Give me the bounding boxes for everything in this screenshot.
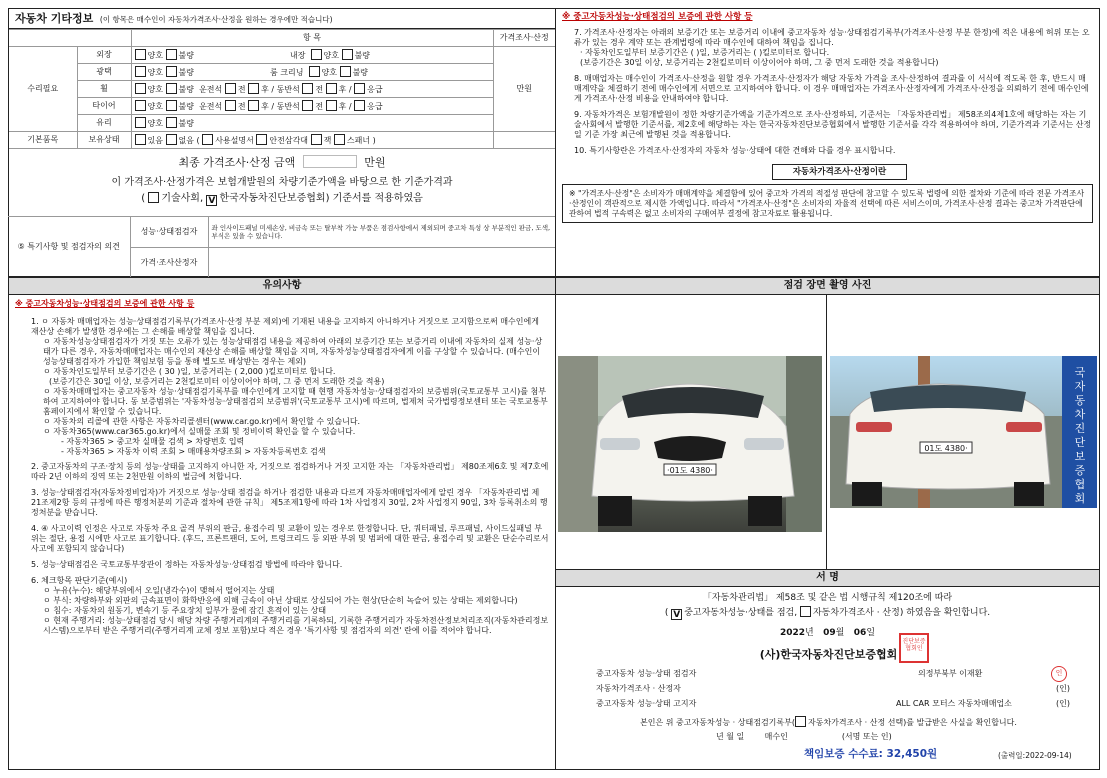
checkbox-checked[interactable]: V: [206, 195, 217, 206]
checkbox-checked[interactable]: V: [671, 609, 682, 620]
car-rear-image: [830, 356, 1097, 508]
row-basic-items: 있음 없음 ( 사용설명서 안전삼각대 잭 스패너 ): [131, 132, 493, 149]
checkbox[interactable]: [135, 134, 146, 145]
association-stamp: 진단보증협회인: [899, 633, 929, 663]
opt: 양호: [147, 51, 163, 60]
pos-label: 동반석: [276, 85, 300, 94]
note-6d: ㅇ 현재 주행거리: 성능·상태점검 당시 해당 차량 주행거리계의 주행거리를 기록하되, 기록한 주행거리가 자동차전산정보처리조직(자동차관리정보시스템)으로부터 받은 주행거리(주행거리계 교체 정보 포함)보다 적은 경우 '특기사항 및 점검자의 의견' 란에 이를 적어야 합니다.: [43, 616, 549, 635]
checkbox[interactable]: [225, 83, 236, 94]
notes-heading: ※ 중고자동차성능·상태점검의 보증에 관한 사항 등: [15, 299, 195, 308]
opt: 응급: [367, 102, 383, 111]
note-6a: ㅇ 누유(누수): 해당부위에서 오일(냉각수)이 맺혀서 떨어지는 상태: [43, 586, 275, 595]
final-price-label: 최종 가격조사·산정 금액: [178, 156, 296, 169]
signer-mark: (인): [1056, 699, 1070, 708]
opt: 사용설명서: [215, 136, 254, 145]
guarantee-fee: 책임보증 수수료: 32,450원: [804, 748, 938, 760]
basis-opt2: 한국자동차진단보증협회: [219, 193, 326, 205]
row-wheel: 양호 불량 운전석 전 후 / 동반석 전 후 / 응급: [131, 81, 493, 98]
col-item-header: 항 목: [131, 30, 493, 47]
row-gloss: [131, 64, 493, 81]
row-label: 외장: [77, 47, 131, 64]
inspection-photo-front: [558, 356, 822, 532]
guarantee-section: [555, 8, 1100, 277]
checkbox[interactable]: [800, 606, 811, 617]
opt: 불량: [178, 85, 194, 94]
special-label: ⑤ 특기사항 및 점검자의 의견: [8, 217, 130, 278]
guarantee-item-7: 7. 가격조사·산정자는 아래의 보증기간 또는 보증거리 이내에 중고자동차 성능·상태점검기록부(가격조사·산정 부분 한정)에 적은 내용에 허위 또는 오류가 있는 경우 계약 또는 관계법령에 따라 매수인에 대하여 책임을 집니다.: [574, 27, 1090, 47]
opt: 전: [237, 102, 246, 111]
pos-label: 운전석: [199, 85, 223, 94]
print-date: (출력일:2022-09-14): [998, 751, 1072, 760]
note-3: 3. 성능·상태점검자(자동차정비업자)가 거짓으로 성능·상태 점검을 하거나 점검한 내용과 다르게 자동차매매업자에게 알린 경우 「자동차관리법 제21조제2항 등의 규정에 따른 행정처분의 기준과 절차에 관한 규칙」 제5조제1항에 따라 1차 사업정지 30일, 2차 사업정지 90일, 3차 등록취소의 행정처분을 받습니다.: [31, 488, 548, 517]
note-5: 5. 성능·상태점검은 국토교통부장관이 정하는 자동차성능·상태점검 방법에 따라야 합니다.: [31, 560, 343, 569]
signer-value: 의정부북부 이재환: [918, 669, 983, 678]
checkbox[interactable]: [135, 117, 146, 128]
guarantee-period: · 자동차인도일부터 보증기간은 ( )일, 보증거리는 ( )킬로미터로 합니다.: [580, 47, 830, 57]
opt: 불량: [178, 68, 194, 77]
appraiser-label: 가격·조사산정자: [130, 248, 208, 278]
month-unit: 월: [835, 628, 845, 639]
checkbox[interactable]: [302, 100, 313, 111]
final-price-field[interactable]: [303, 155, 357, 168]
opt: 후: [261, 85, 269, 94]
checkbox[interactable]: [326, 83, 337, 94]
row-tire: 양호 불량 운전석 전 후 / 동반석 전 후 / 응급: [131, 98, 493, 115]
row-label2: 룸 크리닝: [269, 68, 304, 77]
checkbox[interactable]: [166, 66, 177, 77]
note-1c: ㅇ 자동차인도일부터 보증기간은 ( 30 )일, 보증거리는 ( 2,000 )킬로미터로 합니다.: [43, 367, 336, 376]
signer-row-appraiser: [596, 684, 1070, 699]
other-info-title: 자동차 기타정보: [15, 12, 94, 25]
checkbox[interactable]: [340, 66, 351, 77]
signer-label: 자동차가격조사 · 산정자: [596, 684, 681, 693]
checkbox[interactable]: [166, 100, 177, 111]
basis-line2: ( 기술사회, V 한국자동차진단보증협회) 기준서를 적용하였음: [141, 193, 423, 207]
checkbox[interactable]: [309, 66, 320, 77]
signature-section: [555, 569, 1100, 770]
opt: 불량: [352, 68, 369, 77]
receipt-opt: 자동차가격조사 · 산정 선택)를 발급받은 사실을 확인합니다.: [808, 718, 1017, 727]
checkbox[interactable]: [166, 117, 177, 128]
checkbox[interactable]: [334, 134, 345, 145]
note-1d: (보증기간은 30일 이상, 보증거리는 2천킬로미터 이상이어야 하며, 그 중 먼저 도래한 것을 적용): [49, 377, 385, 386]
note-4: 4. ④ 사고이력 인정은 사고로 자동차 주요 골격 부위의 판금, 용접수리 및 교환이 있는 경우로 한정합니다. 단, 쿼터패널, 루프패널, 사이드실패널 부위는 절단, 용접 시에만 사고로 표기합니다. (후드, 프론트팬더, 도어, 트렁크리드 등 외판 부위 및 범퍼에 대한 판금, 용접수리 및 교환은 단순수리로서 사고에 포함되지 않습니다): [31, 524, 549, 553]
month: 09: [823, 628, 836, 639]
opt: 후: [338, 85, 347, 94]
opt: 전: [315, 85, 324, 94]
plate-text-rear: 01도 4380·: [924, 444, 968, 453]
row-label: 휠: [77, 81, 131, 98]
row-label: 유리: [77, 115, 131, 132]
opt: 없음: [178, 136, 194, 145]
checkbox[interactable]: [354, 83, 365, 94]
col-price-header: 가격조사·산정: [493, 30, 555, 47]
checkbox[interactable]: [354, 100, 365, 111]
appraisal-box-title: 자동차가격조사·산정이란: [772, 164, 907, 181]
basic-label: 보유상태: [77, 132, 131, 149]
note-2: 2. 중고자동차의 구조·장치 등의 성능·상태를 고지하지 아니한 자, 거짓으로 점검하거나 거짓 고지한 자는 「자동차관리법」 제80조제6호 및 제7호에 따라 2년 이하의 징역 또는 2천만원 이하의 벌금에 처합니다.: [31, 462, 549, 481]
basis-line1: 이 가격조사·산정가격은 보험개발원의 차량기준가액을 바탕으로 한 기준가격과: [111, 176, 453, 188]
opt: 불량: [178, 102, 194, 111]
signer-label: 중고자동차 성능·상태 고지자: [596, 699, 697, 708]
photo-divider: [826, 295, 827, 570]
receipt-line: [556, 716, 1101, 728]
checkbox[interactable]: [248, 100, 259, 111]
car-front-image: [558, 356, 822, 532]
guarantee-heading: ※ 중고자동차성능·상태점검의 보증에 관한 사항 등: [562, 12, 753, 22]
checkbox[interactable]: [311, 49, 322, 60]
basis-opt1: 기술사회: [161, 193, 200, 205]
plate-text-front: ·01도 4380·: [667, 466, 713, 475]
buyer-date: 년 월 일: [716, 732, 745, 741]
checkbox[interactable]: [256, 134, 267, 145]
opt: 양호: [321, 68, 338, 77]
sign-date: [556, 620, 1099, 639]
checkbox[interactable]: [135, 83, 146, 94]
checkbox[interactable]: [202, 134, 213, 145]
opt: 스패너: [346, 136, 371, 145]
opt: 응급: [367, 85, 383, 94]
checkbox[interactable]: [166, 49, 177, 60]
law-line2: ( V 중고자동차성능·상태를 점검, 자동차가격조사 · 산정) 하였음을 확인합니다.: [664, 608, 991, 621]
note-1f: ㅇ 자동차의 리콜에 관한 사항은 자동차리콜센터(www.car.go.kr)에서 확인할 수 있습니다.: [43, 417, 361, 426]
repair-group-label: 수리필요: [9, 47, 77, 132]
sign-text: 국 자 동 차 진 단 보 증 협 회: [1074, 366, 1086, 505]
checkbox[interactable]: [342, 49, 353, 60]
final-price-row: [9, 149, 555, 170]
checkbox[interactable]: [225, 100, 236, 111]
note-6b: ㅇ 부식: 차량하부와 외판의 금속표면이 화학반응에 의해 금속이 아닌 상태로 상실되어 가는 현상(단순히 녹슬어 있는 상태는 제외합니다): [43, 596, 518, 605]
guarantee-item-9: 9. 자동차가격은 보험개발원이 정한 차량기준가액을 기준가격으로 조사·산정하되, 기준서는 「자동차관리법」 제58조의4제1호에 해당하는 자는 기술사회에서 발행한 기준서를, 제2호에 해당하는 자는 한국자동차진단보증협회에서 발행한 기준서를 각각 적용하여야 하며, 기준가격과 기준서는 산정일 기준 가장 최근에 발행된 것을 적용합니다.: [574, 109, 1092, 139]
opt: 불량: [354, 51, 371, 60]
day: 06: [853, 628, 867, 639]
pos-label: 운전석: [199, 102, 223, 111]
opt: 있음: [147, 136, 163, 145]
guarantee-item-8: 8. 매매업자는 매수인이 가격조사·산정을 원할 경우 가격조사·산정자가 해당 자동차 가격을 조사·산정하여 결과를 이 서식에 적도록 한 후, 반드시 매매계약을 체결하기 전에 매수인에게 서면으로 고지하여야 합니다. 이 경우 매매업자는 가격조사·산정자에게 가격조사·산정을 의뢰하기 전에 매수인에게 가격조사·산정 비용을 안내하여야 합니다.: [574, 73, 1089, 103]
other-info-table: [9, 29, 555, 149]
signer-row-inspector: [596, 669, 1066, 684]
opt: 양호: [147, 119, 163, 128]
photos-section: [555, 277, 1100, 570]
checkbox[interactable]: [795, 716, 806, 727]
opt-inspection: 중고자동차성능·상태를 점검,: [684, 608, 798, 619]
opt-appraisal: 자동차가격조사 · 산정): [812, 608, 904, 619]
opt: 후: [261, 102, 269, 111]
notes-section: [8, 277, 556, 770]
signer-row-notifier: [596, 699, 1070, 714]
row-glass: [131, 115, 493, 132]
opt: 양호: [323, 51, 340, 60]
final-price-unit: 만원: [364, 156, 386, 169]
row-label: 타이어: [77, 98, 131, 115]
receipt-text: 본인은 위 중고자동차성능 · 상태점검기록부(: [640, 718, 795, 727]
photos-header: 점검 장면 촬영 사진: [556, 278, 1099, 295]
price-unit: 만원: [493, 47, 555, 132]
opt: 양호: [147, 68, 163, 77]
row-label: 광택: [77, 64, 131, 81]
checkbox[interactable]: [135, 100, 146, 111]
guarantee-item-10: 10. 특기사항란은 가격조사·산정자의 자동차 성능·상태에 대한 견해와 다를 경우 표시합니다.: [574, 145, 896, 155]
checkbox[interactable]: [326, 100, 337, 111]
day-unit: 일: [866, 628, 876, 639]
note-1e: ㅇ 자동차매매업자는 중고자동차 성능·상태점검기록부를 매수인에게 고지할 때 현행 자동차성능·상태점검자의 보증범위(국토교통부 고시)를 첨부하여 고지하여야 합니다. 동 보증범위는 '자동차성능·상태점검의 보증범위'(국토교통부 고시)에 따르며, 법제처 국가법령정보센터 또는 국토교통부 홈페이지에서 확인할 수 있습니다.: [43, 387, 548, 416]
law-tail: 하였음을 확인합니다.: [906, 608, 991, 619]
signature-header: 서 명: [556, 570, 1099, 587]
row-label2: 내장: [289, 51, 306, 60]
note-1h: - 자동차365 > 중고차 실매물 검색 > 차량번호 입력: [61, 437, 245, 446]
signer-stamp: 인: [1051, 666, 1067, 682]
notes-header: 유의사항: [9, 278, 555, 295]
opt: 불량: [178, 51, 194, 60]
checkbox[interactable]: [311, 134, 322, 145]
basic-group-label: 기본품목: [9, 132, 77, 149]
special-notes-table: [8, 216, 556, 278]
opt: 잭: [323, 136, 332, 145]
buyer-label: 매수인: [764, 732, 788, 741]
checkbox[interactable]: [148, 192, 159, 203]
opt: 후: [338, 102, 347, 111]
inspector-label: 성능·상태점검자: [130, 217, 208, 248]
signer-value: ALL CAR 모터스 자동차매매업소: [896, 699, 1012, 708]
inspector-text: 좌 인사이드패널 미세손상, 비금속 또는 탈부착 가능 부품은 점검사항에서 제외되며 중고차 특성 상 부분적인 판금, 도색, 부식은 있을 수 있습니다.: [208, 217, 556, 248]
opt: 안전삼각대: [269, 136, 309, 145]
note-6c: ㅇ 침수: 자동차의 원동기, 변속기 등 주요장치 일부가 물에 잠긴 흔적이 있는 상태: [43, 606, 327, 615]
opt: 전: [315, 102, 324, 111]
other-info-note: (이 항목은 매수인이 자동차가격조사·산정을 원하는 경우에만 적습니다): [99, 15, 333, 24]
year-unit: 년: [805, 628, 814, 639]
signer-label: 중고자동차 성능·상태 점검자: [596, 669, 697, 678]
checkbox[interactable]: [135, 66, 146, 77]
note-6: 6. 체크항목 판단기준(예시): [31, 576, 128, 585]
note-1g: ㅇ 자동차365(www.car365.go.kr)에서 실매물 조회 및 정비이력 확인을 할 수 있습니다.: [43, 427, 356, 436]
opt: 양호: [147, 85, 163, 94]
opt: 양호: [147, 102, 163, 111]
law-line: 「자동차관리법」 제58조 및 같은 법 시행규칙 제120조에 따라: [702, 593, 953, 603]
note-1a: 1. ㅇ 자동차 매매업자는 성능·상태점검기록부(가격조사·산정 부분 제외)에 기재된 내용을 고지하지 아니하거나 거짓으로 고지함으로써 매수인에게 재산상 손해가 발생한 경우에는 그 손해를 배상할 책임을 집니다.: [31, 317, 539, 336]
inspection-photo-rear: [830, 356, 1097, 508]
year: 2022: [779, 628, 806, 639]
other-info-section: [8, 8, 556, 277]
appraisal-box-text: ※ "가격조사·산정"은 소비자가 매매계약을 체결함에 있어 중고차 가격의 적절성 판단에 참고할 수 있도록 법령에 의한 절차와 기준에 따라 전문 가격조사·산정인이 객관적으로 제시한 가액입니다. 따라서 "가격조사·산정"은 소비자의 자율적 선택에 따른 서비스이며, 가격조사·산정 결과는 중고차 가격판단에 관하여 법적 구속력은 없고 소비자의 구매여부 결정에 참고자료로 활용됩니다.: [562, 184, 1093, 223]
signer-mark: (인): [1056, 684, 1070, 693]
guarantee-period-note: (보증기간은 30일 이상, 보증거리는 2천킬로미터 이상이어야 하며, 그 중 먼저 도래한 것을 적용합니다): [580, 57, 939, 67]
checkbox[interactable]: [166, 134, 177, 145]
pos-label: 동반석: [276, 102, 300, 111]
checkbox[interactable]: [135, 49, 146, 60]
org-name: (사)한국자동차진단보증협회: [759, 648, 898, 661]
signer-rows: [596, 669, 1070, 714]
checkbox[interactable]: [302, 83, 313, 94]
basis-end: ) 기준서를 적용하였음: [325, 193, 423, 205]
buyer-sign: (서명 또는 인): [841, 732, 892, 741]
row-exterior: [131, 47, 493, 64]
opt: 전: [237, 85, 246, 94]
note-1i: - 자동차365 > 자동차 이력 조회 > 매매용차량조회 > 자동차등록번호 검색: [61, 447, 326, 456]
buyer-row: [716, 732, 892, 742]
note-1b: ㅇ 자동차성능상태점검자가 거짓 또는 오류가 있는 성능상태점검 내용을 제공하여 아래의 보증기간 또는 보증거리 이내에 자동차의 실제 성능·상태가 다른 경우, 자동차매매업자는 매수인의 재산상 손해를 배상할 책임을 지며, 자동차성능상태점검자에게 이를 구상할 수 있습니다. (매수인이 성능상태점검자가 가입한 책임보험 등을 통해 별도로 배상받는 경우는 제외): [43, 337, 543, 366]
checkbox[interactable]: [248, 83, 259, 94]
checkbox[interactable]: [166, 83, 177, 94]
opt: 불량: [178, 119, 194, 128]
